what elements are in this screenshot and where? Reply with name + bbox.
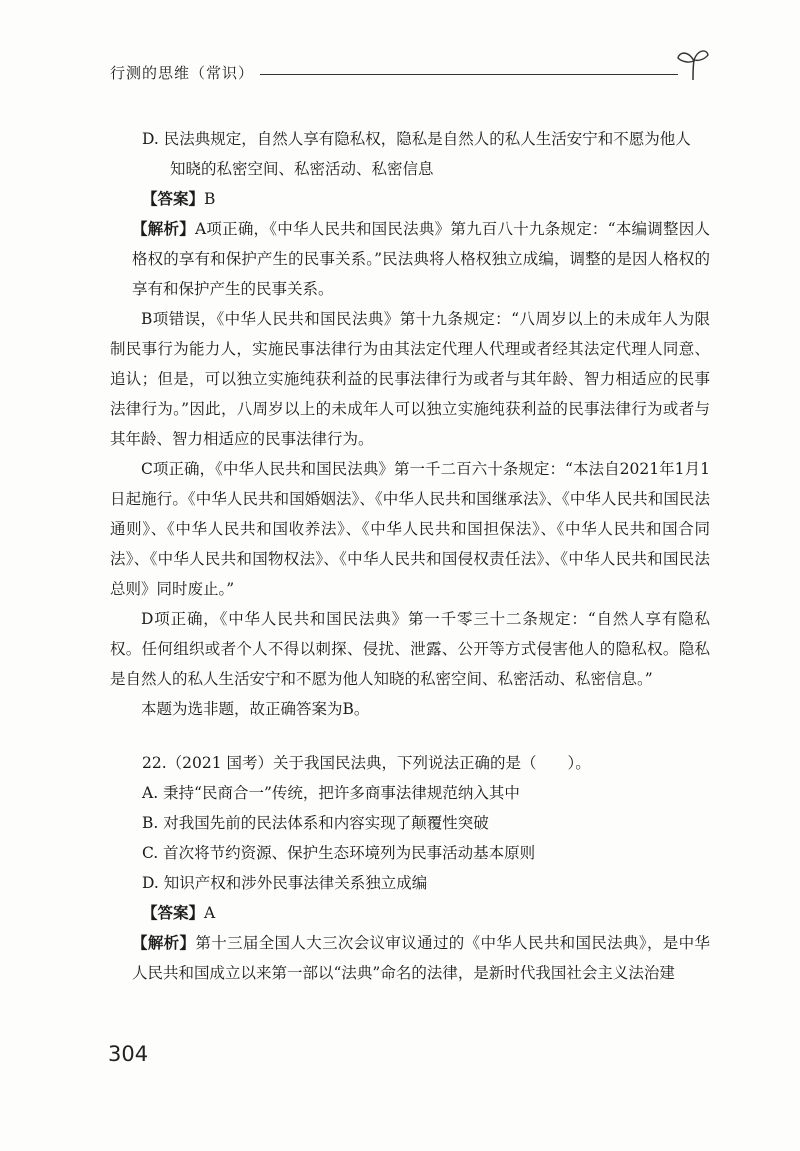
q22-option-a: A. 秉持“民商合一”传统，把许多商事法律规范纳入其中 (142, 784, 520, 802)
header-rule (260, 74, 678, 75)
q21-analysis-b: B项错误，《中华人民共和国民法典》第十九条规定：“八周岁以上的未成年人为限制民事行为能力人，实施民事法律行为由其法定代理人代理或者经其法定代理人同意、追认；但是，可以独立实施纯获利益的民事法律行为或者与其年龄、智力相适应的民事法律行为。”因此，八周岁以上的未成年人可以独立实施纯获利益的民事法律行为或者与其年龄、智力相适应的民事法律行为。 (110, 310, 710, 448)
q22-analysis-text: 第十三届全国人大三次会议审议通过的《中华人民共和国民法典》，是中华人民共和国成立以来第一部以“法典”命名的法律，是新时代我国社会主义法治建 (132, 934, 710, 982)
q22-analysis-tag: 【解析】 (132, 933, 196, 952)
q22-answer-tag: 【答案】 (142, 903, 205, 922)
q21-option-d-line2: 知晓的私密空间、私密活动、私密信息 (170, 160, 434, 178)
q21-analysis-c: C项正确，《中华人民共和国民法典》第一千二百六十条规定：“本法自2021年1月1日起施行。《中华人民共和国婚姻法》、《中华人民共和国继承法》、《中华人民共和国民法通则》、《中华人民共和国收养法》、《中华人民共和国担保法》、《中华人民共和国合同法》、《中华人民共和国物权法》、《中华人民共和国侵权责任法》、《中华人民共和国民法总则》同时废止。” (110, 460, 710, 598)
header-title: 行测的思维（常识） (110, 64, 255, 82)
q22-answer (110, 898, 710, 928)
q21-analysis-a (110, 214, 710, 304)
q22-answer-value: A (204, 904, 216, 922)
q21-answer-value: B (204, 190, 216, 208)
q21-option-d-line1: D. 民法典规定，自然人享有隐私权，隐私是自然人的私人生活安宁和不愿为他人 (142, 130, 691, 148)
page-number: 304 (108, 1042, 149, 1066)
page-content (110, 124, 710, 988)
q21-option-d-continued (110, 154, 710, 184)
q21-answer (110, 184, 710, 214)
q22-option-d: D. 知识产权和涉外民事法律关系独立成编 (142, 874, 428, 892)
q22-stem: 22.（2021 国考）关于我国民法典，下列说法正确的是（ ）。 (142, 754, 591, 772)
q22-option-c: C. 首次将节约资源、保护生态环境列为民事活动基本原则 (142, 844, 536, 862)
q21-analysis-d: D项正确，《中华人民共和国民法典》第一千零三十二条规定：“自然人享有隐私权。任何组织或者个人不得以刺探、侵扰、泄露、公开等方式侵害他人的隐私权。隐私是自然人的私人生活安宁和不愿为他人知晓的私密空间、私密活动、私密信息。” (110, 610, 710, 688)
q21-analysis-a-text: A项正确，《中华人民共和国民法典》第九百八十九条规定：“本编调整因人格权的享有和保护产生的民事关系。”民法典将人格权独立成编，调整的是因人格权的享有和保护产生的民事关系。 (132, 220, 710, 298)
q21-option-d (110, 124, 710, 154)
running-header (110, 58, 710, 88)
question-gap (110, 724, 710, 748)
q22-option-b: B. 对我国先前的民法体系和内容实现了颠覆性突破 (142, 814, 489, 832)
q22-analysis (110, 928, 710, 988)
sprout-icon (676, 46, 710, 82)
q21-answer-tag: 【答案】 (142, 189, 205, 208)
q21-analysis-tag: 【解析】 (132, 219, 195, 238)
q21-conclusion: 本题为选非题，故正确答案为B。 (141, 700, 370, 718)
